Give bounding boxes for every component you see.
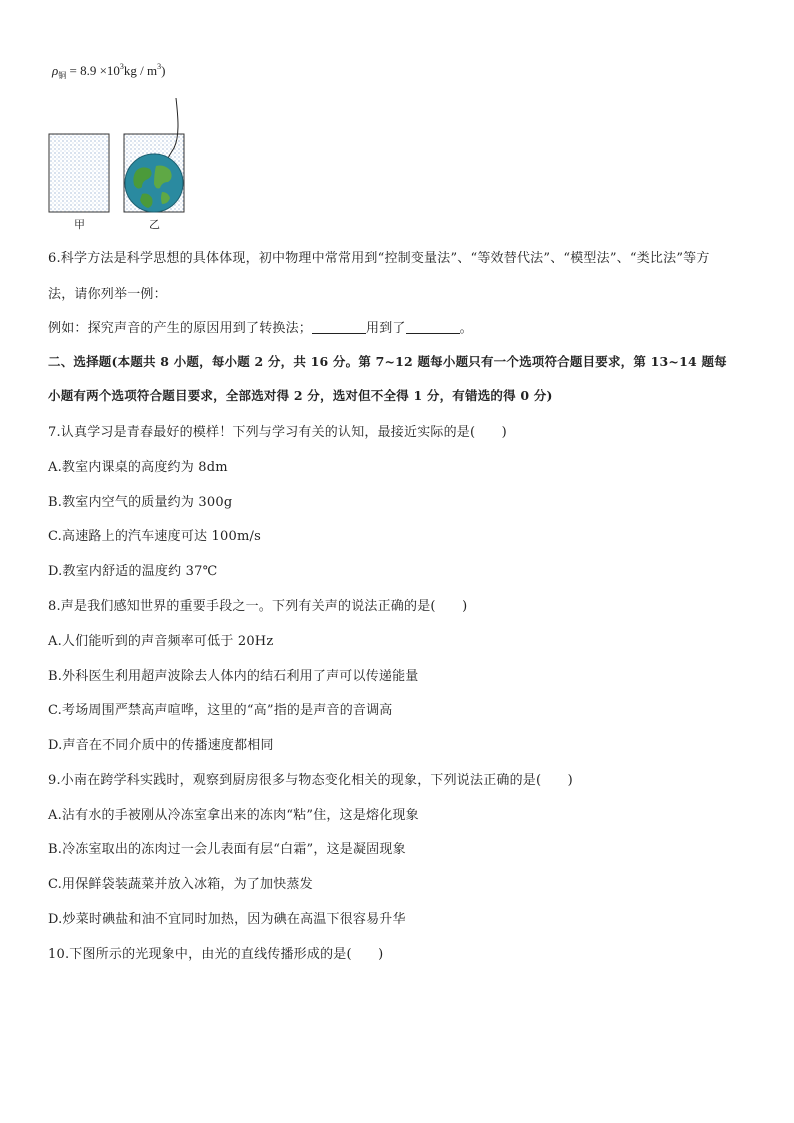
q8-option-a: A.人们能听到的声音频率可低于 20Hz <box>48 634 274 649</box>
q6-line1: 6.科学方法是科学思想的具体体现，初中物理中常常用到“控制变量法”、“等效替代法”、“模型法”、“类比法”等方 <box>48 251 710 266</box>
q7-option-c: C.高速路上的汽车速度可达 100m/s <box>48 529 261 544</box>
q9-option-b: B.冷冻室取出的冻肉过一会儿表面有层“白霜”，这是凝固现象 <box>48 842 406 857</box>
q8-option-c: C.考场周围严禁高声喧哗，这里的“高”指的是声音的音调高 <box>48 703 393 718</box>
q7-option-a: A.教室内课桌的高度约为 8dm <box>48 460 228 475</box>
beaker-figure <box>46 96 196 232</box>
q8-option-b: B.外科医生利用超声波除去人体内的结石利用了声可以传递能量 <box>48 669 419 684</box>
beaker-a <box>49 134 109 212</box>
q10-stem: 10.下图所示的光现象中，由光的直线传播形成的是( ) <box>48 947 384 962</box>
q6-blank-1[interactable] <box>312 321 366 334</box>
q7-option-b: B.教室内空气的质量约为 300g <box>48 495 233 510</box>
formula-close: ) <box>161 63 166 78</box>
q9-option-d: D.炒菜时碘盐和油不宜同时加热，因为碘在高温下很容易升华 <box>48 912 406 927</box>
q6-line3 <box>48 317 473 336</box>
formula-value: = 8.9 ×10 <box>66 63 120 78</box>
beakers-illustration <box>46 96 196 232</box>
formula-exponent: 3 <box>119 62 124 71</box>
q9-option-c: C.用保鲜袋装蔬菜并放入冰箱，为了加快蒸发 <box>48 877 313 892</box>
q7-option-d: D.教室内舒适的温度约 37℃ <box>48 564 218 579</box>
q9-stem: 9.小南在跨学科实践时，观察到厨房很多与物态变化相关的现象，下列说法正确的是( ) <box>48 773 573 788</box>
q6-period: 。 <box>459 321 473 336</box>
label-a: 甲 <box>74 218 85 231</box>
q6-used-text: 用到了 <box>366 321 406 336</box>
q6-example: 例如：探究声音的产生的原因用到了转换法； <box>48 321 313 336</box>
section2-line2: 小题有两个选项符合题目要求，全部选对得 2 分，选对但不全得 1 分，有错选的得 0 分) <box>48 388 553 403</box>
density-formula <box>52 62 166 81</box>
formula-unit-exponent: 3 <box>157 62 162 71</box>
section2-line1: 二、选择题(本题共 8 小题，每小题 2 分，共 16 分。第 7~12 题每小题只有一个选项符合题目要求，第 13~14 题每 <box>48 354 727 369</box>
rho-symbol: ρ <box>52 63 59 78</box>
label-b: 乙 <box>149 218 160 231</box>
q6-line2: 法，请你列举一例： <box>48 287 167 302</box>
q8-option-d: D.声音在不同介质中的传播速度都相同 <box>48 738 274 753</box>
q7-stem: 7.认真学习是青春最好的模样！下列与学习有关的认知，最接近实际的是( ) <box>48 425 507 440</box>
q6-blank-2[interactable] <box>406 321 460 334</box>
q9-option-a: A.沾有水的手被刚从冷冻室拿出来的冻肉“粘”住，这是熔化现象 <box>48 808 419 823</box>
q8-stem: 8.声是我们感知世界的重要手段之一。下列有关声的说法正确的是( ) <box>48 599 468 614</box>
rho-subscript: 铜 <box>58 71 67 80</box>
formula-unit: kg / m <box>123 63 158 78</box>
